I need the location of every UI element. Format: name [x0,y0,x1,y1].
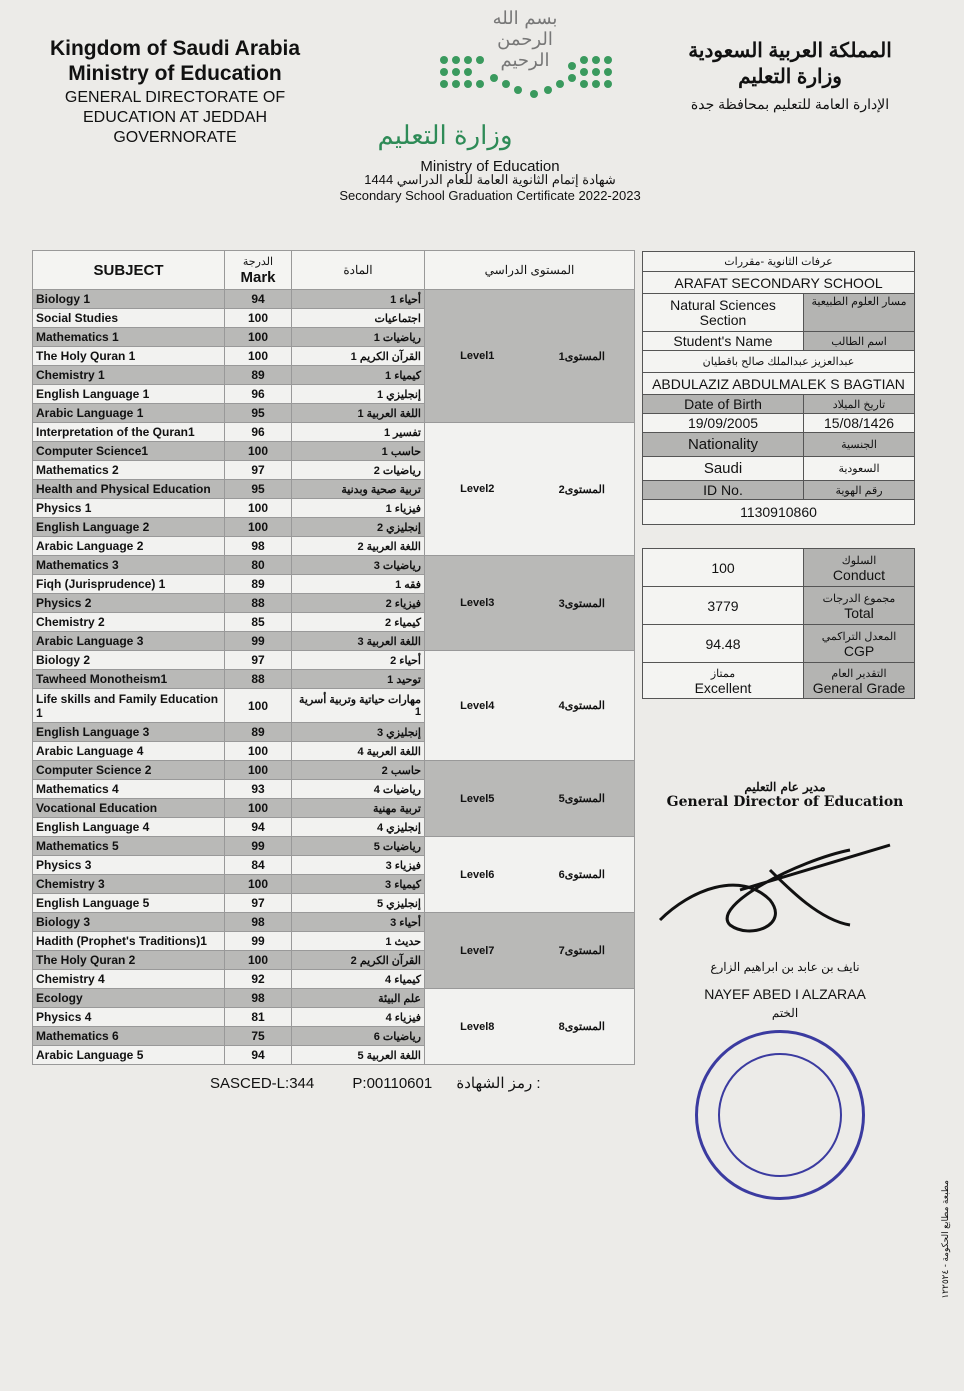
mark-header: الدرجة Mark [225,251,292,290]
subject-name-ar: أحياء 1 [292,290,425,309]
summary-table [642,548,915,699]
mark: 97 [225,461,292,480]
grade-row [33,761,635,780]
ministry-logo [440,56,610,106]
ministry-logo-text: وزارة التعليم [377,120,513,150]
total-value: 3779 [643,587,804,625]
grade-row [33,989,635,1008]
dob: 19/09/2005 [643,414,804,433]
directorate-title-ar: الإدارة العامة للتعليم بمحافظة جدة [690,96,890,112]
grade-row [33,651,635,670]
logo-dot [464,80,472,88]
subject-name: Biology 3 [33,913,225,932]
grade-row [33,290,635,309]
subject-name: Arabic Language 5 [33,1046,225,1065]
subject-name: Physics 1 [33,499,225,518]
mark: 100 [225,875,292,894]
level-header: المستوى الدراسي [425,251,635,290]
subject-name-ar: القرآن الكريم 2 [292,951,425,970]
id-number: 1130910860 [643,500,915,525]
cgp-label: المعدل التراكمي CGP [804,625,915,663]
level-en: Level1 [425,290,530,423]
name-label: Student's Name [643,332,804,351]
nationality: Saudi [643,457,804,481]
mark: 89 [225,575,292,594]
mark: 89 [225,723,292,742]
subject-name-ar: رياضيات 6 [292,1027,425,1046]
nationality-ar: السعودية [804,457,915,481]
subject-name: Arabic Language 1 [33,404,225,423]
mark: 94 [225,290,292,309]
subject-name: Mathematics 2 [33,461,225,480]
subject-name-ar: اللغة العربية 4 [292,742,425,761]
grade-row [33,913,635,932]
subject-name-ar: كيمياء 2 [292,613,425,632]
director-name: نايف بن عابد بن ابراهيم الزارع NAYEF ABED I ALZARAA الختم [704,960,866,1020]
logo-dot [604,68,612,76]
total-label: مجموع الدرجات Total [804,587,915,625]
id-label-ar: رقم الهوية [804,481,915,500]
subject-name-ar: إنجليزي 3 [292,723,425,742]
subject-name-ar: رياضيات 5 [292,837,425,856]
mark: 100 [225,499,292,518]
logo-dot [568,62,576,70]
level-ar: المستوى7 [530,913,635,989]
subject-name-ar: إنجليزي 1 [292,385,425,404]
level-en: Level5 [425,761,530,837]
level-ar: المستوى1 [530,290,635,423]
dob-hijri: 15/08/1426 [804,414,915,433]
subject-name-ar: رياضيات 4 [292,780,425,799]
cgp-value: 94.48 [643,625,804,663]
mark: 98 [225,989,292,1008]
subject-name-ar: تفسير 1 [292,423,425,442]
logo-dot [544,86,552,94]
logo-dot [514,86,522,94]
subject-name-ar: اللغة العربية 1 [292,404,425,423]
basmala: بسم الله الرحمن الرحيم [492,8,558,71]
subject-name-ar: اللغة العربية 5 [292,1046,425,1065]
official-stamp [695,1030,865,1200]
subject-name-ar: فقه 1 [292,575,425,594]
subject-name: Mathematics 5 [33,837,225,856]
subject-name: Social Studies [33,309,225,328]
directorate-title: GENERAL DIRECTORATE OF EDUCATION AT JEDDAH GOVERNORATE [64,89,286,146]
subject-name-ar: تربية مهنية [292,799,425,818]
subject-name-ar: حاسب 1 [292,442,425,461]
logo-dot [440,80,448,88]
subject-name: English Language 4 [33,818,225,837]
subject-name: Physics 2 [33,594,225,613]
subject-name-ar: القرآن الكريم 1 [292,347,425,366]
school-name-ar: عرفات الثانوية -مقررات [643,252,915,272]
cert-title-ar: شهادة إتمام الثانوية العامة للعام الدراسي 1444 [364,172,616,187]
mark: 80 [225,556,292,575]
level-ar: المستوى2 [530,423,635,556]
mark: 99 [225,837,292,856]
level-ar: المستوى8 [530,989,635,1065]
subject-name: English Language 2 [33,518,225,537]
subject-name-ar: كيمياء 4 [292,970,425,989]
subject-name-ar: فيزياء 4 [292,1008,425,1027]
level-en: Level8 [425,989,530,1065]
mark: 92 [225,970,292,989]
section-ar: مسار العلوم الطبيعية [804,294,915,332]
subject-name: Mathematics 1 [33,328,225,347]
subject-name: Chemistry 2 [33,613,225,632]
subject-name: Chemistry 3 [33,875,225,894]
subject-name-ar: رياضيات 3 [292,556,425,575]
logo-dot [580,56,588,64]
grades-table [32,250,635,1065]
mark: 98 [225,913,292,932]
mark: 99 [225,632,292,651]
mark: 81 [225,1008,292,1027]
subject-name-ar: علم البيئة [292,989,425,1008]
subject-ar-header: المادة [292,251,425,290]
subject-name: The Holy Quran 2 [33,951,225,970]
certificate-titles [300,160,680,202]
subject-name-ar: كيمياء 1 [292,366,425,385]
logo-dot [476,80,484,88]
mark: 94 [225,818,292,837]
logo-dot [502,80,510,88]
mark: 99 [225,932,292,951]
id-label: ID No. [643,481,804,500]
mark: 85 [225,613,292,632]
nationality-label: Nationality [643,433,804,457]
ministry-title-ar: وزارة التعليم [738,66,842,88]
logo-dot [490,74,498,82]
mark: 84 [225,856,292,875]
nationality-label-ar: الجنسية [804,433,915,457]
subject-name: English Language 5 [33,894,225,913]
school-name: ARAFAT SECONDARY SCHOOL [643,272,915,294]
subject-name: Hadith (Prophet's Traditions)1 [33,932,225,951]
subject-name: Biology 1 [33,290,225,309]
subject-name: Arabic Language 4 [33,742,225,761]
subject-name-ar: رياضيات 2 [292,461,425,480]
subject-name: Arabic Language 3 [33,632,225,651]
subject-name-ar: كيمياء 3 [292,875,425,894]
name-label-ar: اسم الطالب [804,332,915,351]
mark: 100 [225,951,292,970]
subject-name-ar: حاسب 2 [292,761,425,780]
subject-header: SUBJECT [33,251,225,290]
mark: 100 [225,518,292,537]
mark: 100 [225,761,292,780]
cert-title-en: Secondary School Graduation Certificate 2022-2023 [339,188,641,203]
subject-name: Computer Science1 [33,442,225,461]
subject-name-ar: حديث 1 [292,932,425,951]
subject-name: Health and Physical Education [33,480,225,499]
subject-name: Chemistry 1 [33,366,225,385]
grade-row [33,556,635,575]
logo-dot [440,68,448,76]
level-en: Level6 [425,837,530,913]
level-ar: المستوى6 [530,837,635,913]
mark: 98 [225,537,292,556]
subject-name-ar: اجتماعيات [292,309,425,328]
subject-name: Physics 4 [33,1008,225,1027]
subject-name-ar: اللغة العربية 2 [292,537,425,556]
header-right [680,38,900,113]
level-ar: المستوى3 [530,556,635,651]
subject-name: Computer Science 2 [33,761,225,780]
level-en: Level2 [425,423,530,556]
signature-image [650,830,900,950]
subject-name: English Language 1 [33,385,225,404]
level-en: Level7 [425,913,530,989]
mark: 100 [225,328,292,347]
subject-name-ar: رياضيات 1 [292,328,425,347]
logo-dot [556,80,564,88]
dob-label-ar: تاريخ الميلاد [804,395,915,414]
subject-name: Mathematics 4 [33,780,225,799]
subject-name: Life skills and Family Education 1 [33,689,225,723]
subject-name: Chemistry 4 [33,970,225,989]
kingdom-title-ar: المملكة العربية السعودية [688,40,892,62]
mark: 100 [225,442,292,461]
mark: 88 [225,594,292,613]
logo-dot [592,68,600,76]
subject-name: English Language 3 [33,723,225,742]
logo-dot [476,56,484,64]
logo-dot [464,56,472,64]
section: Natural Sciences Section [643,294,804,332]
grade-value: ممتاز Excellent [643,663,804,699]
logo-dot [452,56,460,64]
header-left [30,36,320,148]
subject-name: Vocational Education [33,799,225,818]
subject-name-ar: إنجليزي 2 [292,518,425,537]
subject-name: Arabic Language 2 [33,537,225,556]
mark: 96 [225,385,292,404]
mark: 100 [225,799,292,818]
subject-name: Mathematics 3 [33,556,225,575]
director-title: مدير عام التعليم General Director of Education [666,780,904,810]
printer-note: مطبعة مطابع الحكومة - ١٢٢٥٢٤ [940,1180,950,1299]
subject-name-ar: تربية صحية وبدنية [292,480,425,499]
student-name: ABDULAZIZ ABDULMALEK S BAGTIAN [643,373,915,395]
logo-dot [580,80,588,88]
code-label: رمز الشهادة : [456,1075,541,1092]
level-ar: المستوى4 [530,651,635,761]
mark: 97 [225,894,292,913]
level-ar: المستوى5 [530,761,635,837]
subject-name-ar: فيزياء 1 [292,499,425,518]
level-en: Level3 [425,556,530,651]
subject-name-ar: أحياء 2 [292,651,425,670]
grade-row [33,837,635,856]
subject-name: Ecology [33,989,225,1008]
mark: 75 [225,1027,292,1046]
subject-name: The Holy Quran 1 [33,347,225,366]
logo-dot [440,56,448,64]
level-en: Level4 [425,651,530,761]
subject-name-ar: إنجليزي 4 [292,818,425,837]
certificate-code [210,1074,541,1092]
subject-name: Tawheed Monotheism1 [33,670,225,689]
logo-dot [604,80,612,88]
mark: 95 [225,480,292,499]
mark: 100 [225,309,292,328]
mark: 89 [225,366,292,385]
subject-name-ar: فيزياء 2 [292,594,425,613]
subject-name: Mathematics 6 [33,1027,225,1046]
mark: 96 [225,423,292,442]
conduct-value: 100 [643,549,804,587]
p-code: P:00110601 [352,1075,433,1092]
mark: 100 [225,689,292,723]
subject-name-ar: اللغة العربية 3 [292,632,425,651]
ministry-title: Ministry of Education [68,62,282,85]
subject-name-ar: أحياء 3 [292,913,425,932]
subject-name-ar: مهارات حياتية وتربية أسرية 1 [292,689,425,723]
mark: 94 [225,1046,292,1065]
subject-name-ar: فيزياء 3 [292,856,425,875]
kingdom-title: Kingdom of Saudi Arabia [49,37,301,60]
logo-dot [452,68,460,76]
mark: 97 [225,651,292,670]
ministry-en: Ministry of Education [420,158,560,175]
conduct-label: السلوك Conduct [804,549,915,587]
dob-label: Date of Birth [643,395,804,414]
subject-name: Physics 3 [33,856,225,875]
mark: 93 [225,780,292,799]
logo-dot [592,56,600,64]
subject-name-ar: إنجليزي 5 [292,894,425,913]
student-name-ar: عبدالعزيز عبدالملك صالح باقطيان [643,351,915,373]
logo-dot [530,90,538,98]
logo-dot [464,68,472,76]
logo-dot [592,80,600,88]
sasced-code: SASCED-L:344 [210,1075,315,1092]
mark: 100 [225,347,292,366]
grade-row [33,423,635,442]
logo-dot [580,68,588,76]
logo-dot [604,56,612,64]
logo-dot [568,74,576,82]
subject-name: Interpretation of the Quran1 [33,423,225,442]
grade-label: التقدير العام General Grade [804,663,915,699]
logo-dot [452,80,460,88]
mark: 88 [225,670,292,689]
subject-name: Fiqh (Jurisprudence) 1 [33,575,225,594]
mark: 95 [225,404,292,423]
subject-name-ar: توحيد 1 [292,670,425,689]
student-info-table [642,251,915,525]
mark: 100 [225,742,292,761]
subject-name: Biology 2 [33,651,225,670]
